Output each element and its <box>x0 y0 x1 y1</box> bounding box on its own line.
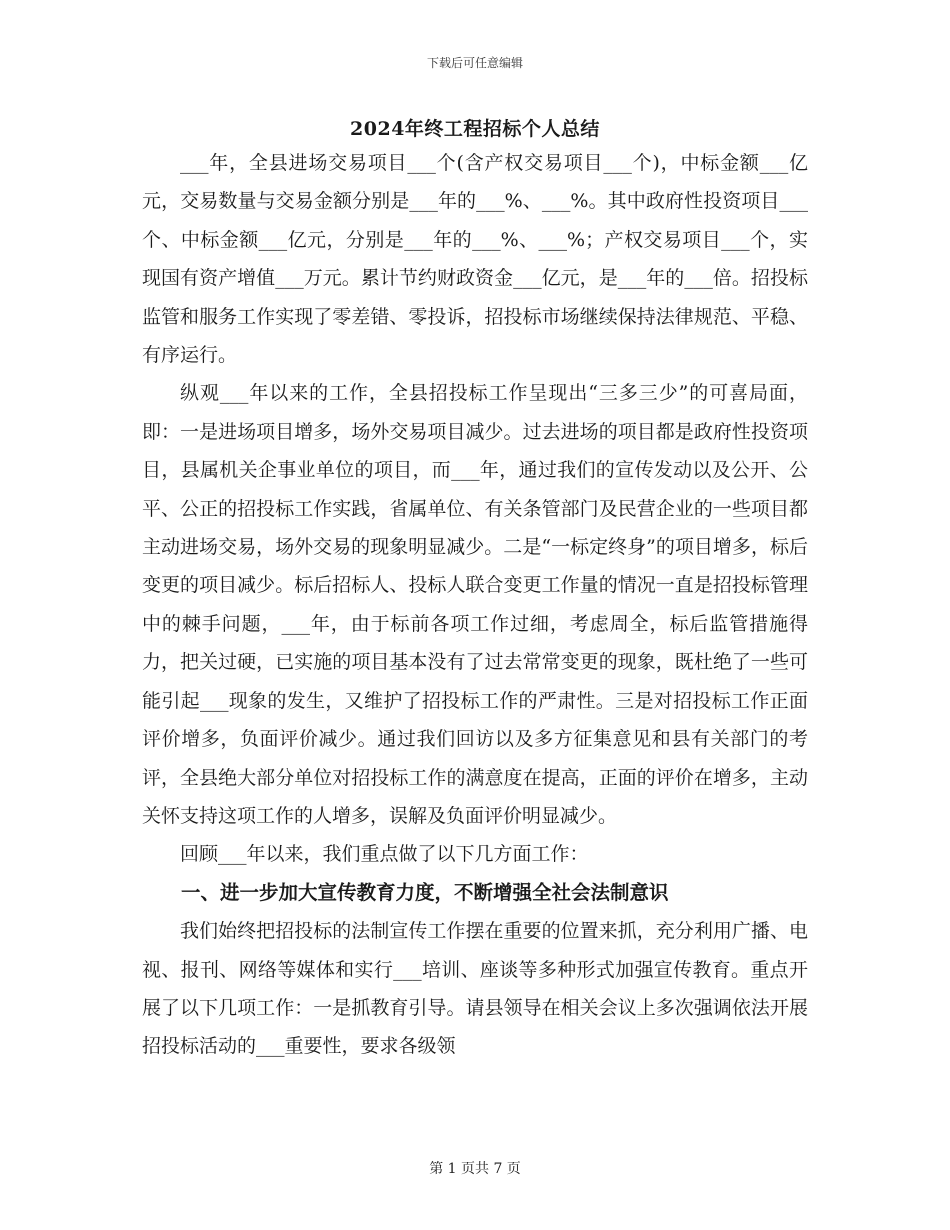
section-heading: 一、进一步加大宣传教育力度，不断增强全社会法制意识 <box>181 880 669 904</box>
document-body <box>142 144 808 1066</box>
document-title: 2024年终工程招标个人总结 <box>350 118 600 140</box>
paragraph: 我们始终把招投标的法制宣传工作摆在重要的位置来抓，充分利用广播、电视、报刊、网络等媒体和实行___培训、座谈等多种形式加强宣传教育。重点开展了以下几项工作：一是抓教育引导。请县领导在相关会议上多次强调依法开展招投标活动的___重要性，要求各级领 <box>142 920 808 1058</box>
header-note: 下载后可任意编辑 <box>426 56 523 70</box>
paragraph: 纵观___年以来的工作，全县招投标工作呈现出“三多三少”的可喜局面，即：一是进场项目增多，场外交易项目减少。过去进场的项目都是政府性投资项目，县属机关企事业单位的项目，而___年，通过我们的宣传发动以及公开、公平、公正的招投标工作实践，省属单位、有关条管部门及民营企业的一些项目都主动进场交易，场外交易的现象明显减少。二是“一标定终身”的项目增多，标后变更的项目减少。标后招标人、投标人联合变更工作量的情况一直是招投标管理中的棘手问题，___年，由于标前各项工作过细，考虑周全，标后监管措施得力，把关过硬，已实施的项目基本没有了过去常常变更的现象，既杜绝了一些可能引起___现象的发生，又维护了招投标工作的严肃性。三是对招投标工作正面评价增多，负面评价减少。通过我们回访以及多方征集意见和县有关部门的考评，全县绝大部分单位对招投标工作的满意度在提高，正面的评价在增多，主动关怀支持这项工作的人增多，误解及负面评价明显减少。 <box>142 382 808 827</box>
page-number: 第 1 页共 7 页 <box>429 1161 521 1177</box>
paragraph: 回顾___年以来，我们重点做了以下几方面工作： <box>180 843 589 866</box>
paragraph: ___年，全县进场交易项目___个(含产权交易项目___个)，中标金额___亿元，交易数量与交易金额分别是___年的___%、___%。其中政府性投资项目___个、中标金额___亿元，分别是___年的___%、___%；产权交易项目___个，实现国有资产增值___万元。累计节约财政资金___亿元，是___年的___倍。招投标监管和服务工作实现了零差错、零投诉，招投标市场继续保持法律规范、平稳、有序运行。 <box>142 152 808 367</box>
